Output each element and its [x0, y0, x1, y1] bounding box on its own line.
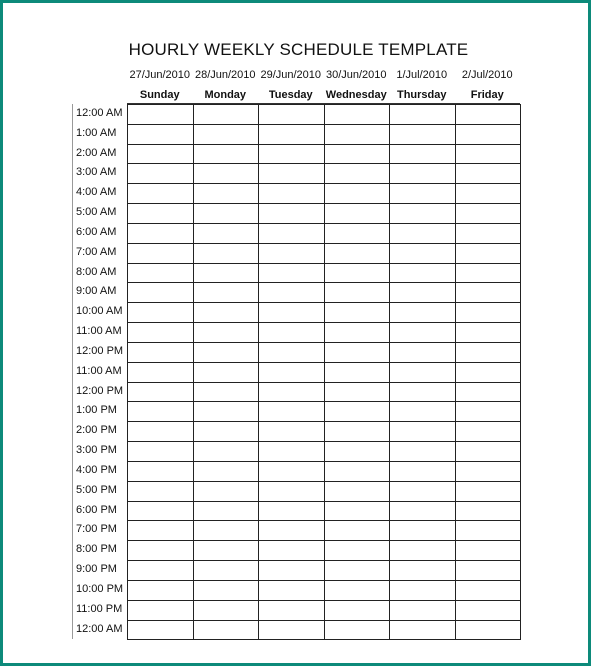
- schedule-cell[interactable]: [259, 243, 325, 263]
- schedule-cell[interactable]: [390, 382, 456, 402]
- schedule-cell[interactable]: [390, 124, 456, 144]
- time-label: 1:00 PM: [76, 404, 117, 417]
- schedule-row: [128, 144, 521, 164]
- schedule-cell[interactable]: [193, 600, 259, 620]
- schedule-cell[interactable]: [128, 263, 194, 283]
- schedule-cell[interactable]: [193, 422, 259, 442]
- schedule-cell[interactable]: [259, 204, 325, 224]
- time-label: 4:00 AM: [76, 186, 117, 199]
- date-header: 2/Jul/2010: [461, 69, 513, 81]
- schedule-cell[interactable]: [259, 362, 325, 382]
- time-label: 2:00 AM: [76, 146, 117, 159]
- schedule-row: [128, 362, 521, 382]
- schedule-cell[interactable]: [324, 402, 390, 422]
- schedule-cell[interactable]: [455, 442, 521, 462]
- schedule-cell[interactable]: [128, 223, 194, 243]
- schedule-cell[interactable]: [193, 580, 259, 600]
- schedule-cell[interactable]: [128, 541, 194, 561]
- schedule-row: [128, 223, 521, 243]
- schedule-cell[interactable]: [324, 382, 390, 402]
- schedule-cell[interactable]: [390, 164, 456, 184]
- schedule-cell[interactable]: [324, 204, 390, 224]
- time-label: 6:00 PM: [76, 503, 117, 516]
- schedule-cell[interactable]: [455, 263, 521, 283]
- schedule-cell[interactable]: [324, 303, 390, 323]
- schedule-cell[interactable]: [390, 303, 456, 323]
- schedule-row: [128, 402, 521, 422]
- schedule-cell[interactable]: [259, 580, 325, 600]
- schedule-cell[interactable]: [390, 342, 456, 362]
- schedule-cell[interactable]: [128, 164, 194, 184]
- schedule-cell[interactable]: [128, 184, 194, 204]
- time-label: 5:00 AM: [76, 206, 117, 219]
- schedule-cell[interactable]: [193, 323, 259, 343]
- schedule-cell[interactable]: [455, 481, 521, 501]
- schedule-row: [128, 124, 521, 144]
- schedule-cell[interactable]: [324, 521, 390, 541]
- schedule-cell[interactable]: [128, 402, 194, 422]
- schedule-cell[interactable]: [324, 323, 390, 343]
- schedule-row: [128, 263, 521, 283]
- schedule-row: [128, 461, 521, 481]
- schedule-cell[interactable]: [324, 541, 390, 561]
- schedule-cell[interactable]: [455, 541, 521, 561]
- time-label: 12:00 PM: [76, 344, 124, 357]
- schedule-cell[interactable]: [390, 243, 456, 263]
- schedule-cell[interactable]: [390, 501, 456, 521]
- schedule-cell[interactable]: [324, 580, 390, 600]
- schedule-cell[interactable]: [259, 620, 325, 640]
- schedule-row: [128, 283, 521, 303]
- schedule-row: [128, 481, 521, 501]
- schedule-cell[interactable]: [455, 164, 521, 184]
- time-label: 8:00 PM: [76, 543, 117, 556]
- schedule-row: [128, 501, 521, 521]
- date-header: 29/Jun/2010: [260, 69, 322, 81]
- schedule-cell[interactable]: [324, 501, 390, 521]
- schedule-cell[interactable]: [128, 600, 194, 620]
- day-header: Friday: [470, 89, 504, 101]
- time-label: 11:00 AM: [76, 364, 122, 377]
- time-label: 8:00 AM: [76, 265, 117, 278]
- date-header: 1/Jul/2010: [396, 69, 448, 81]
- schedule-cell[interactable]: [259, 541, 325, 561]
- schedule-row: [128, 342, 521, 362]
- schedule-cell[interactable]: [324, 362, 390, 382]
- schedule-row: [128, 184, 521, 204]
- schedule-row: [128, 521, 521, 541]
- schedule-cell[interactable]: [259, 263, 325, 283]
- schedule-cell[interactable]: [455, 303, 521, 323]
- schedule-row: [128, 620, 521, 640]
- schedule-row: [128, 382, 521, 402]
- schedule-cell[interactable]: [390, 362, 456, 382]
- schedule-cell[interactable]: [455, 461, 521, 481]
- schedule-cell[interactable]: [455, 521, 521, 541]
- schedule-cell[interactable]: [455, 144, 521, 164]
- time-label: 1:00 AM: [76, 126, 117, 139]
- schedule-cell[interactable]: [193, 402, 259, 422]
- schedule-cell[interactable]: [259, 184, 325, 204]
- schedule-cell[interactable]: [259, 461, 325, 481]
- schedule-cell[interactable]: [324, 243, 390, 263]
- schedule-cell[interactable]: [324, 124, 390, 144]
- schedule-cell[interactable]: [324, 620, 390, 640]
- day-header: Thursday: [396, 89, 447, 101]
- schedule-cell[interactable]: [193, 164, 259, 184]
- schedule-row: [128, 561, 521, 581]
- schedule-row: [128, 323, 521, 343]
- schedule-cell[interactable]: [193, 223, 259, 243]
- schedule-cell[interactable]: [455, 124, 521, 144]
- schedule-row: [128, 600, 521, 620]
- schedule-cell[interactable]: [193, 442, 259, 462]
- schedule-cell[interactable]: [324, 105, 390, 125]
- schedule-cell[interactable]: [193, 521, 259, 541]
- schedule-cell[interactable]: [193, 362, 259, 382]
- schedule-cell[interactable]: [390, 600, 456, 620]
- day-header-row: [127, 88, 520, 102]
- schedule-cell[interactable]: [128, 342, 194, 362]
- time-label: 2:00 PM: [76, 424, 117, 437]
- schedule-cell[interactable]: [324, 342, 390, 362]
- schedule-cell[interactable]: [455, 223, 521, 243]
- schedule-cell[interactable]: [128, 382, 194, 402]
- schedule-cell[interactable]: [259, 442, 325, 462]
- schedule-cell[interactable]: [324, 263, 390, 283]
- time-label: 12:00 PM: [76, 384, 124, 397]
- schedule-cell[interactable]: [193, 263, 259, 283]
- time-label: 11:00 PM: [76, 602, 123, 615]
- schedule-cell[interactable]: [455, 342, 521, 362]
- schedule-cell[interactable]: [390, 442, 456, 462]
- day-header: Wednesday: [325, 89, 387, 101]
- schedule-cell[interactable]: [455, 402, 521, 422]
- schedule-cell[interactable]: [128, 461, 194, 481]
- schedule-cell[interactable]: [193, 481, 259, 501]
- schedule-cell[interactable]: [128, 580, 194, 600]
- time-label: 5:00 PM: [76, 483, 117, 496]
- date-header: 28/Jun/2010: [194, 69, 256, 81]
- schedule-cell[interactable]: [128, 521, 194, 541]
- schedule-cell[interactable]: [128, 144, 194, 164]
- schedule-cell[interactable]: [193, 620, 259, 640]
- date-header: 30/Jun/2010: [325, 69, 387, 81]
- schedule-cell[interactable]: [193, 382, 259, 402]
- schedule-cell[interactable]: [128, 481, 194, 501]
- schedule-cell[interactable]: [455, 323, 521, 343]
- schedule-cell[interactable]: [390, 521, 456, 541]
- schedule-cell[interactable]: [193, 461, 259, 481]
- schedule-cell[interactable]: [128, 105, 194, 125]
- schedule-cell[interactable]: [259, 124, 325, 144]
- schedule-cell[interactable]: [455, 600, 521, 620]
- schedule-cell[interactable]: [324, 283, 390, 303]
- schedule-cell[interactable]: [390, 620, 456, 640]
- schedule-cell[interactable]: [324, 144, 390, 164]
- schedule-cell[interactable]: [390, 283, 456, 303]
- schedule-title: HOURLY WEEKLY SCHEDULE TEMPLATE: [128, 40, 469, 59]
- schedule-cell[interactable]: [455, 580, 521, 600]
- day-header: Tuesday: [268, 89, 313, 101]
- schedule-row: [128, 204, 521, 224]
- schedule-cell[interactable]: [193, 283, 259, 303]
- schedule-cell[interactable]: [455, 422, 521, 442]
- schedule-cell[interactable]: [390, 184, 456, 204]
- day-header: Sunday: [139, 89, 180, 101]
- schedule-row: [128, 105, 521, 125]
- time-label: 12:00 AM: [76, 622, 123, 635]
- schedule-cell[interactable]: [390, 481, 456, 501]
- schedule-cell[interactable]: [390, 204, 456, 224]
- schedule-cell[interactable]: [324, 223, 390, 243]
- schedule-cell[interactable]: [128, 561, 194, 581]
- schedule-cell[interactable]: [128, 124, 194, 144]
- schedule-cell[interactable]: [259, 223, 325, 243]
- time-label: 9:00 PM: [76, 563, 117, 576]
- schedule-cell[interactable]: [324, 481, 390, 501]
- schedule-cell[interactable]: [259, 521, 325, 541]
- schedule-cell[interactable]: [324, 164, 390, 184]
- schedule-cell[interactable]: [390, 580, 456, 600]
- schedule-cell[interactable]: [324, 442, 390, 462]
- schedule-cell[interactable]: [193, 303, 259, 323]
- schedule-row: [128, 541, 521, 561]
- schedule-cell[interactable]: [259, 283, 325, 303]
- schedule-cell[interactable]: [128, 303, 194, 323]
- schedule-cell[interactable]: [128, 283, 194, 303]
- schedule-cell[interactable]: [455, 501, 521, 521]
- schedule-cell[interactable]: [455, 382, 521, 402]
- time-label: 3:00 AM: [76, 166, 117, 179]
- schedule-cell[interactable]: [455, 362, 521, 382]
- schedule-cell[interactable]: [455, 184, 521, 204]
- time-label: 9:00 AM: [76, 285, 117, 298]
- schedule-cell[interactable]: [390, 402, 456, 422]
- schedule-cell[interactable]: [390, 144, 456, 164]
- schedule-cell[interactable]: [455, 620, 521, 640]
- schedule-cell[interactable]: [193, 124, 259, 144]
- schedule-cell[interactable]: [259, 323, 325, 343]
- schedule-cell[interactable]: [259, 561, 325, 581]
- schedule-cell[interactable]: [259, 600, 325, 620]
- time-label: 3:00 PM: [76, 444, 117, 457]
- schedule-cell[interactable]: [193, 561, 259, 581]
- schedule-cell[interactable]: [193, 342, 259, 362]
- time-label: 7:00 AM: [76, 245, 117, 258]
- schedule-row: [128, 442, 521, 462]
- schedule-row: [128, 580, 521, 600]
- time-label: 10:00 PM: [76, 582, 124, 595]
- schedule-cell[interactable]: [128, 620, 194, 640]
- schedule-cell[interactable]: [390, 323, 456, 343]
- schedule-cell[interactable]: [193, 144, 259, 164]
- schedule-cell[interactable]: [455, 283, 521, 303]
- time-label: 10:00 AM: [76, 305, 123, 318]
- schedule-cell[interactable]: [193, 204, 259, 224]
- schedule-cell[interactable]: [324, 561, 390, 581]
- schedule-cell[interactable]: [324, 422, 390, 442]
- schedule-cell[interactable]: [324, 461, 390, 481]
- schedule-cell[interactable]: [259, 501, 325, 521]
- time-label: 11:00 AM: [76, 325, 122, 338]
- schedule-row: [128, 422, 521, 442]
- schedule-cell[interactable]: [128, 422, 194, 442]
- schedule-cell[interactable]: [390, 461, 456, 481]
- day-header: Monday: [204, 89, 247, 101]
- schedule-cell[interactable]: [390, 561, 456, 581]
- time-label: 7:00 PM: [76, 523, 117, 536]
- time-label: 6:00 AM: [76, 225, 117, 238]
- schedule-row: [128, 164, 521, 184]
- schedule-cell[interactable]: [259, 402, 325, 422]
- schedule-cell[interactable]: [455, 561, 521, 581]
- schedule-cell[interactable]: [193, 243, 259, 263]
- schedule-cell[interactable]: [193, 541, 259, 561]
- schedule-cell[interactable]: [128, 362, 194, 382]
- schedule-cell[interactable]: [390, 541, 456, 561]
- schedule-cell[interactable]: [324, 184, 390, 204]
- schedule-cell[interactable]: [390, 422, 456, 442]
- time-label: 4:00 PM: [76, 463, 117, 476]
- schedule-cell[interactable]: [390, 105, 456, 125]
- schedule-cell[interactable]: [259, 164, 325, 184]
- schedule-cell[interactable]: [128, 442, 194, 462]
- schedule-cell[interactable]: [259, 382, 325, 402]
- schedule-row: [128, 303, 521, 323]
- schedule-cell[interactable]: [128, 204, 194, 224]
- schedule-row: [128, 243, 521, 263]
- schedule-cell[interactable]: [390, 223, 456, 243]
- schedule-cell[interactable]: [324, 600, 390, 620]
- time-column: [72, 104, 128, 639]
- schedule-cell[interactable]: [128, 323, 194, 343]
- schedule-cell[interactable]: [259, 144, 325, 164]
- time-label: 12:00 AM: [76, 107, 123, 119]
- schedule-cell[interactable]: [193, 501, 259, 521]
- date-header: 27/Jun/2010: [129, 69, 191, 81]
- schedule-cell[interactable]: [259, 342, 325, 362]
- schedule-cell[interactable]: [455, 243, 521, 263]
- schedule-grid: [127, 104, 521, 640]
- schedule-cell[interactable]: [193, 184, 259, 204]
- schedule-cell[interactable]: [128, 243, 194, 263]
- schedule-cell[interactable]: [259, 422, 325, 442]
- date-header-row: [127, 68, 520, 82]
- schedule-cell[interactable]: [259, 481, 325, 501]
- schedule-cell[interactable]: [455, 204, 521, 224]
- schedule-cell[interactable]: [259, 105, 325, 125]
- schedule-cell[interactable]: [390, 263, 456, 283]
- schedule-cell[interactable]: [128, 501, 194, 521]
- schedule-cell[interactable]: [455, 105, 521, 125]
- schedule-cell[interactable]: [193, 105, 259, 125]
- schedule-cell[interactable]: [259, 303, 325, 323]
